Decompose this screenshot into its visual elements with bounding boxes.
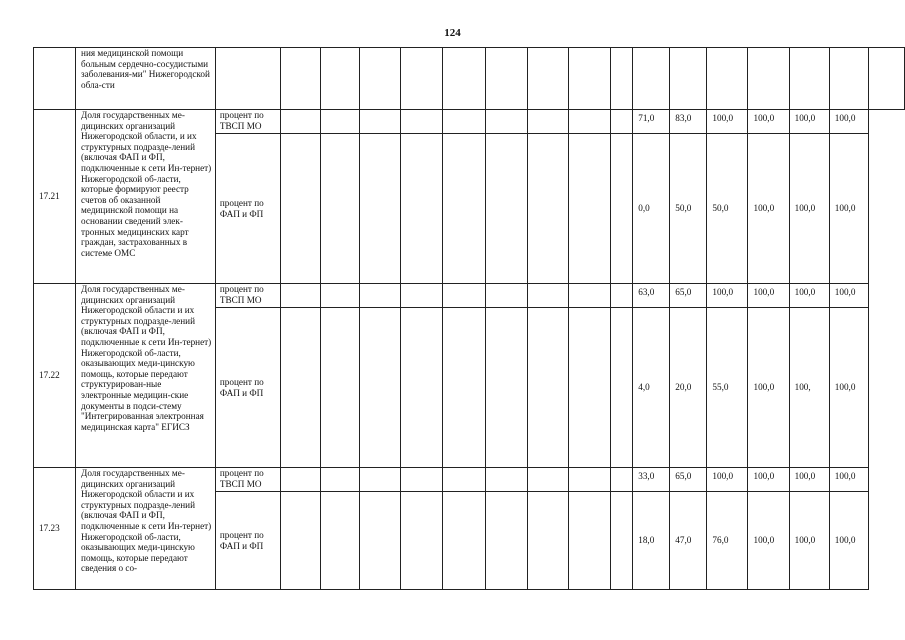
unit-cell: процент по ТВСП МО (215, 284, 280, 308)
value-cell: 100,0 (789, 134, 829, 284)
value-cell: 65,0 (670, 468, 707, 492)
value-cell: 100,0 (829, 308, 868, 468)
value-cell: 65,0 (670, 284, 707, 308)
table-row (34, 284, 905, 308)
value-cell: 100,0 (829, 134, 868, 284)
indicators-table (33, 47, 905, 590)
value-cell: 0,0 (633, 134, 670, 284)
table-row (34, 468, 905, 492)
value-cell: 100,0 (789, 492, 829, 590)
value-cell: 100,0 (707, 110, 748, 134)
value-cell: 100,0 (829, 110, 868, 134)
cell-num (34, 48, 76, 110)
value-cell: 76,0 (707, 492, 748, 590)
indicator-number: 17.22 (34, 284, 76, 468)
unit-cell: процент по ФАП и ФП (215, 308, 280, 468)
value-cell: 47,0 (670, 492, 707, 590)
value-cell: 55,0 (707, 308, 748, 468)
value-cell: 100,0 (829, 468, 868, 492)
value-cell: 100,0 (829, 492, 868, 590)
value-cell: 100,0 (707, 284, 748, 308)
indicator-number: 17.23 (34, 468, 76, 590)
value-cell: 20,0 (670, 308, 707, 468)
value-cell: 100,0 (829, 284, 868, 308)
value-cell: 71,0 (633, 110, 670, 134)
value-cell: 100,0 (748, 468, 789, 492)
value-cell: 83,0 (670, 110, 707, 134)
value-cell: 100,0 (748, 492, 789, 590)
value-cell: 100,0 (707, 468, 748, 492)
indicator-description: Доля государственных ме-дицинских организаций Нижегородской области и их структурных подразде-лений (включая ФАП и ФП, подключенные к сети Ин-тернет) Нижегородской об-ласти, оказывающих меди-цинскую помощь, которые передают сведения о со- (76, 468, 216, 590)
value-cell: 4,0 (633, 308, 670, 468)
value-cell: 100,0 (748, 110, 789, 134)
value-cell: 50,0 (670, 134, 707, 284)
unit-cell: процент по ФАП и ФП (215, 134, 280, 284)
indicator-number: 17.21 (34, 110, 76, 284)
unit-cell: процент по ФАП и ФП (215, 492, 280, 590)
indicator-description: ния медицинской помощи больным сердечно-сосудистыми заболевания-ми" Нижегородской обла-сти (76, 48, 216, 110)
value-cell: 18,0 (633, 492, 670, 590)
value-cell: 100,0 (789, 468, 829, 492)
value-cell: 100,0 (789, 110, 829, 134)
value-cell: 100,0 (748, 134, 789, 284)
value-cell: 100, (789, 308, 829, 468)
indicator-description: Доля государственных ме-дицинских организаций Нижегородской области, и их структурных подразде-лений (включая ФАП и ФП, подключенные к сети Ин-тернет) Нижегородской об-ласти, которые формируют реестр счетов об оказанной медицинской помощи на основании сведений элек-тронных медицинских карт граждан, застрахованных в системе ОМС (76, 110, 216, 284)
value-cell: 100,0 (748, 284, 789, 308)
unit-cell: процент по ТВСП МО (215, 468, 280, 492)
table-row-continuation (34, 48, 905, 110)
indicator-description: Доля государственных ме-дицинских организаций Нижегородской области и их структурных подразде-лений (включая ФАП и ФП, подключенные к сети Ин-тернет) Нижегородской об-ласти, оказывающих меди-цинскую помощь, которые передают структурирован-ные электронные медицин-ские документы в подси-стему "Интегрированная электронная медицинская карта" ЕГИСЗ (76, 284, 216, 468)
unit-cell: процент по ТВСП МО (215, 110, 280, 134)
value-cell: 63,0 (633, 284, 670, 308)
value-cell: 50,0 (707, 134, 748, 284)
value-cell: 100,0 (748, 308, 789, 468)
table-row (34, 110, 905, 134)
value-cell: 33,0 (633, 468, 670, 492)
page-number: 124 (444, 27, 461, 39)
value-cell: 100,0 (789, 284, 829, 308)
